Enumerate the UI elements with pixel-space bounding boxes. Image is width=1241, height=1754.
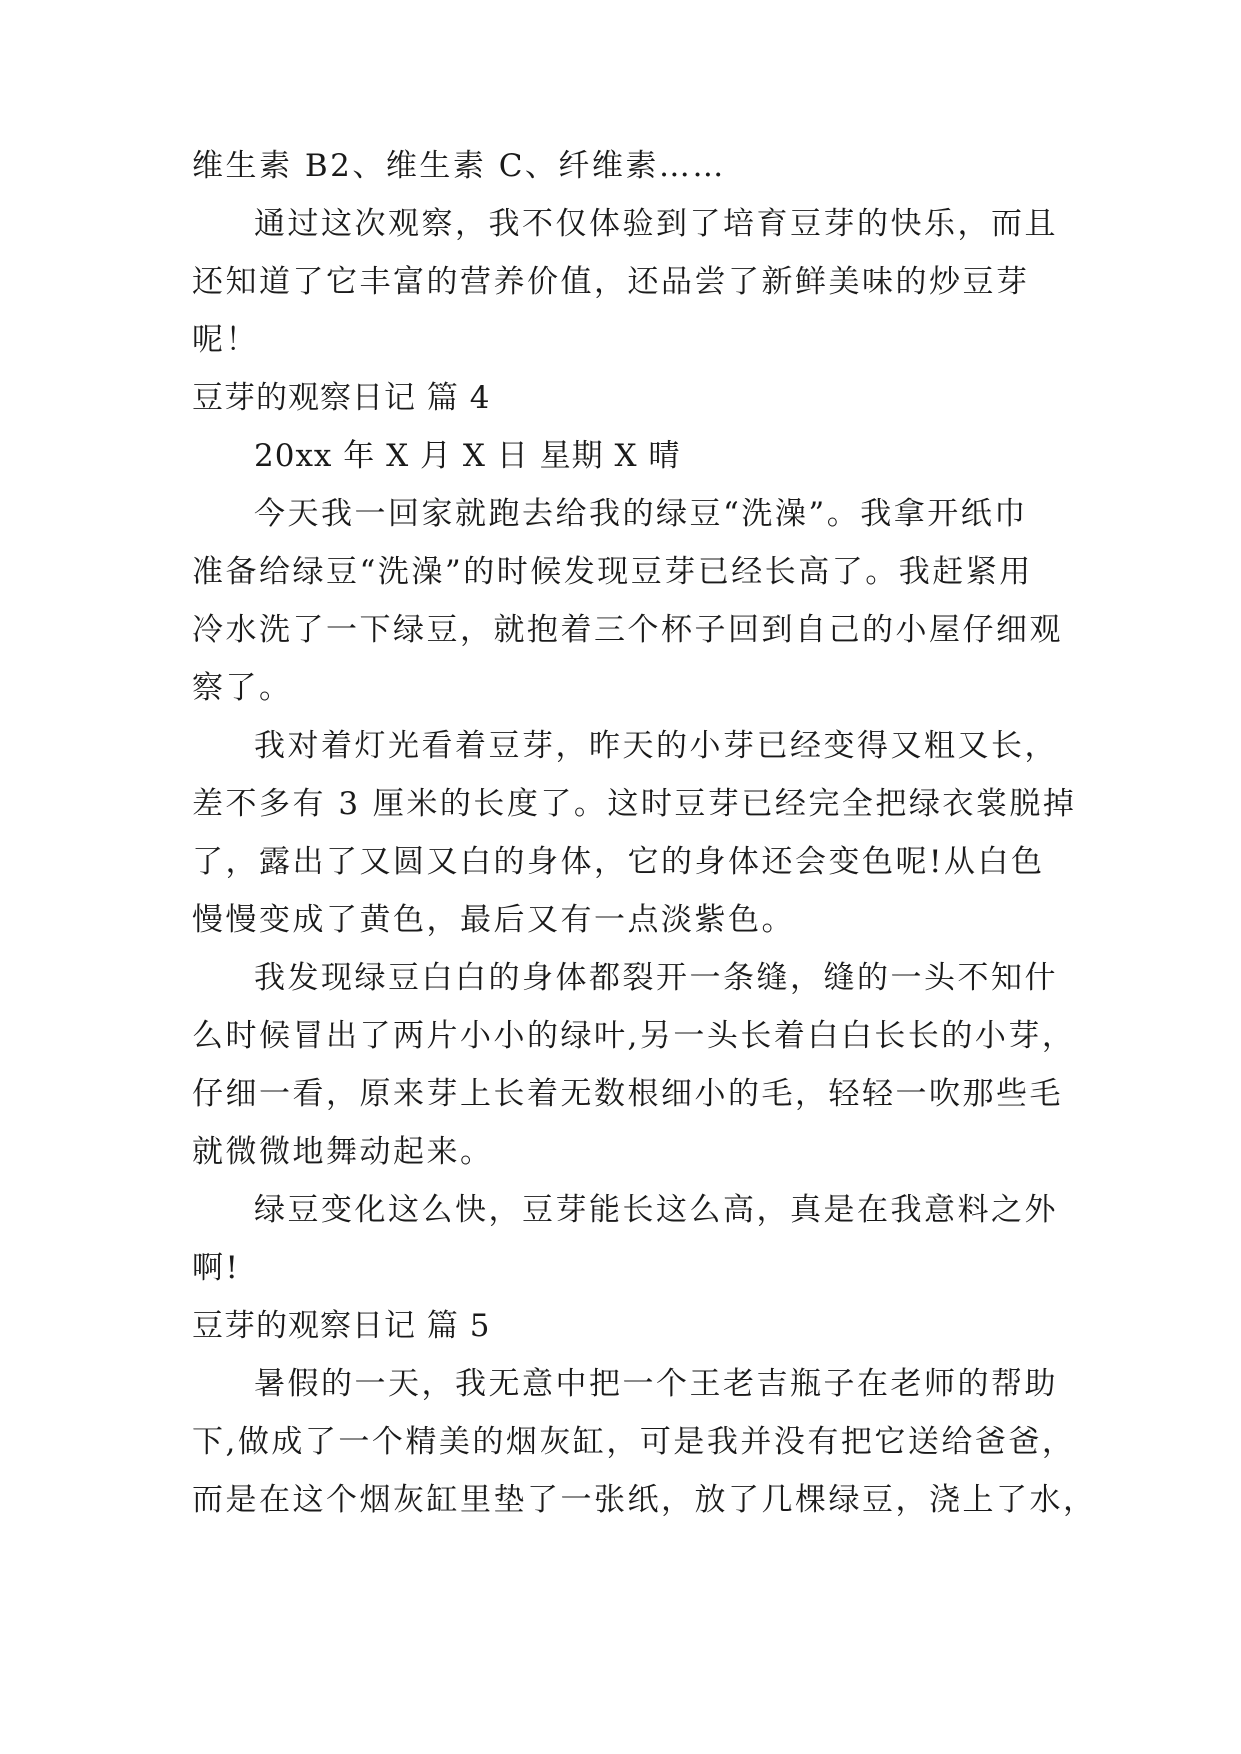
text-line: 冷水洗了一下绿豆，就抱着三个杯子回到自己的小屋仔细观 — [192, 612, 1063, 648]
text-line: 啊! — [192, 1250, 241, 1286]
text-line: 察了。 — [192, 670, 293, 706]
paragraph-first-line: 我发现绿豆白白的身体都裂开一条缝，缝的一头不知什 — [254, 960, 1058, 996]
text-line: 就微微地舞动起来。 — [192, 1134, 494, 1170]
paragraph-first-line: 暑假的一天，我无意中把一个王老吉瓶子在老师的帮助 — [254, 1366, 1058, 1402]
text-line: 下,做成了一个精美的烟灰缸，可是我并没有把它送给爸爸， — [192, 1424, 1076, 1460]
section-heading: 豆芽的观察日记 篇 4 — [192, 380, 491, 416]
text-line: 维生素 B2、维生素 C、纤维素…… — [192, 148, 726, 184]
section-heading: 豆芽的观察日记 篇 5 — [192, 1308, 491, 1344]
diary-date-line: 20xx 年 X 月 X 日 星期 X 晴 — [254, 438, 681, 474]
text-line: 了，露出了又圆又白的身体，它的身体还会变色呢!从白色 — [192, 844, 1045, 880]
text-line: 差不多有 3 厘米的长度了。这时豆芽已经完全把绿衣裳脱掉 — [192, 786, 1077, 822]
text-line: 准备给绿豆“洗澡”的时候发现豆芽已经长高了。我赶紧用 — [192, 554, 1033, 590]
text-line: 而是在这个烟灰缸里垫了一张纸，放了几棵绿豆，浇上了水， — [192, 1482, 1097, 1518]
paragraph-first-line: 通过这次观察，我不仅体验到了培育豆芽的快乐，而且 — [254, 206, 1058, 242]
paragraph-first-line: 我对着灯光看着豆芽，昨天的小芽已经变得又粗又长， — [254, 728, 1058, 764]
text-line: 么时候冒出了两片小小的绿叶,另一头长着白白长长的小芽， — [192, 1018, 1076, 1054]
paragraph-first-line: 今天我一回家就跑去给我的绿豆“洗澡”。我拿开纸巾 — [254, 496, 1028, 532]
text-line: 慢慢变成了黄色，最后又有一点淡紫色。 — [192, 902, 795, 938]
paragraph-first-line: 绿豆变化这么快，豆芽能长这么高，真是在我意料之外 — [254, 1192, 1058, 1228]
text-line: 还知道了它丰富的营养价值，还品尝了新鲜美味的炒豆芽 — [192, 264, 1030, 300]
text-line: 呢！ — [192, 322, 259, 358]
text-line: 仔细一看，原来芽上长着无数根细小的毛，轻轻一吹那些毛 — [192, 1076, 1063, 1112]
